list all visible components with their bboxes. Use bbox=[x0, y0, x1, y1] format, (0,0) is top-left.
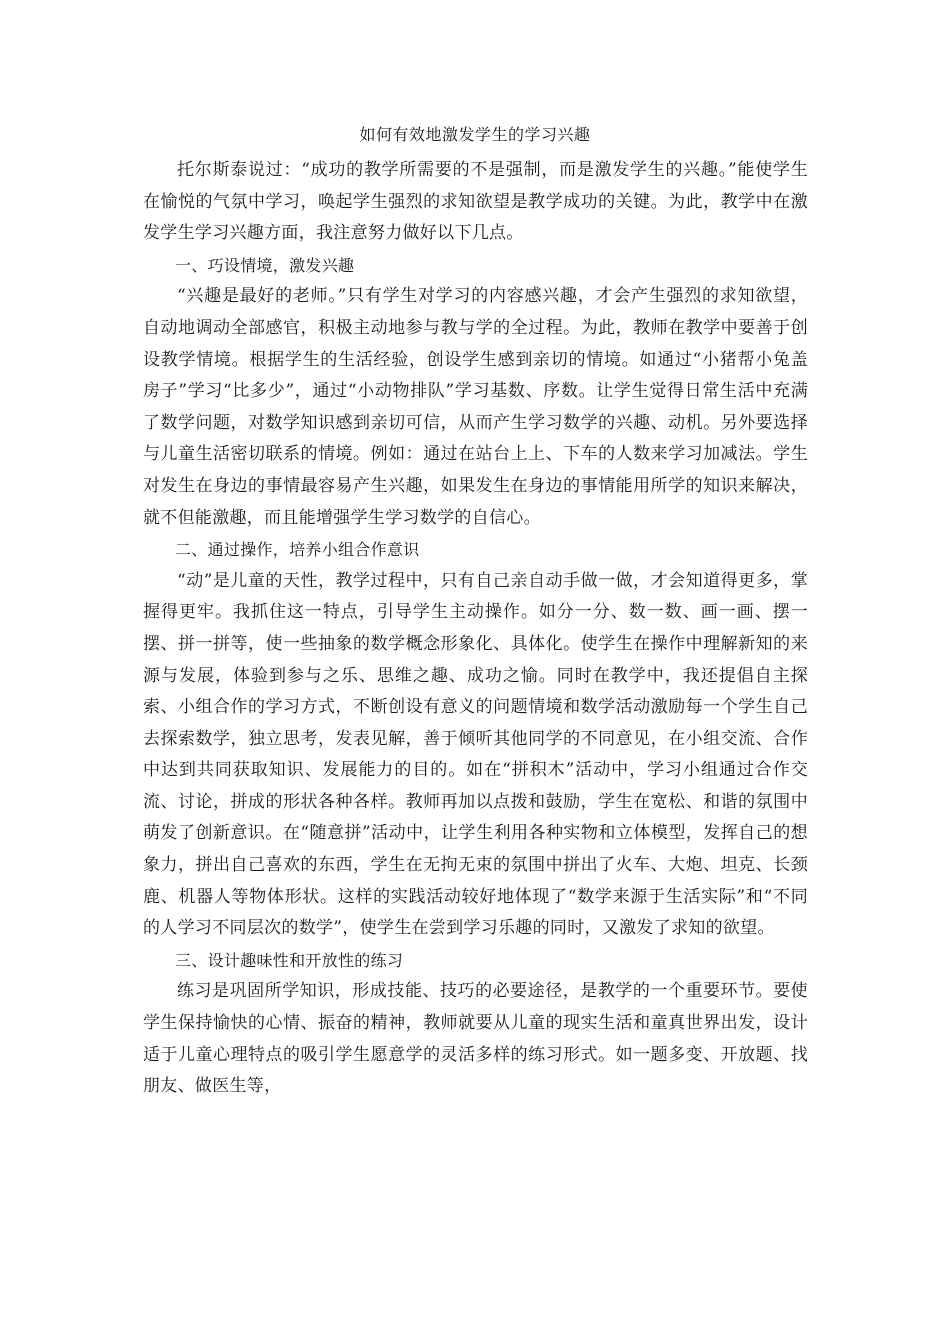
section-heading-2: 二、通过操作，培养小组合作意识 bbox=[175, 540, 420, 560]
section-heading-3: 三、设计趣味性和开放性的练习 bbox=[175, 950, 404, 970]
section-heading-1: 一、巧设情境，激发兴趣 bbox=[175, 255, 355, 275]
paragraph-intro: 托尔斯泰说过：“成功的教学所需要的不是强制，而是激发学生的兴趣。”能使学生在愉悦的气氛中学习，唤起学生强烈的求知欲望是教学成功的关键。为此，教学中在激发学生学习兴趣方面，我注意努力做好以下几点。 bbox=[143, 160, 808, 244]
paragraph-section-3: 练习是巩固所学知识，形成技能、技巧的必要途径，是教学的一个重要环节。要使学生保持愉快的心情、振奋的精神，教师就要从儿童的现实生活和童真世界出发，设计适于儿童心理特点的吸引学生愿意学的灵活多样的练习形式。如一题多变、开放题、找朋友、做医生等， bbox=[143, 981, 808, 1097]
paragraph-section-1: “兴趣是最好的老师。”只有学生对学习的内容感兴趣，才会产生强烈的求知欲望，自动地调动全部感官，积极主动地参与教与学的全过程。为此，教师在教学中要善于创设教学情境。根据学生的生活经验，创设学生感到亲切的情境。如通过“小猪帮小兔盖房子”学习“比多少”，通过“小动物排队”学习基数、序数。让学生觉得日常生活中充满了数学问题，对数学知识感到亲切可信，从而产生学习数学的兴趣、动机。另外要选择与儿童生活密切联系的情境。例如：通过在站台上上、下车的人数来学习加减法。学生对发生在身边的事情最容易产生兴趣，如果发生在身边的事情能用所学的知识来解决，就不但能激趣，而且能增强学生学习数学的自信心。 bbox=[143, 286, 808, 528]
document-body bbox=[143, 155, 808, 1103]
paragraph-section-2: “动”是儿童的天性，教学过程中，只有自己亲自动手做一做，才会知道得更多，掌握得更牢。我抓住这一特点，引导学生主动操作。如分一分、数一数、画一画、摆一摆、拼一拼等，使一些抽象的数学概念形象化、具体化。使学生在操作中理解新知的来源与发展，体验到参与之乐、思维之趣、成功之愉。同时在教学中，我还提倡自主探索、小组合作的学习方式，不断创设有意义的问题情境和数学活动激励每一个学生自己去探索数学，独立思考，发表见解，善于倾听其他同学的不同意见，在小组交流、合作中达到共同获取知识、发展能力的目的。如在“拼积木”活动中，学习小组通过合作交流、讨论，拼成的形状各种各样。教师再加以点拨和鼓励，学生在宽松、和谐的氛围中萌发了创新意识。在“随意拼”活动中，让学生利用各种实物和立体模型，发挥自己的想象力，拼出自己喜欢的东西，学生在无拘无束的氛围中拼出了火车、大炮、坦克、长颈鹿、机器人等物体形状。这样的实践活动较好地体现了“数学来源于生活实际”和“不同的人学习不同层次的数学”，使学生在尝到学习乐趣的同时，又激发了求知的欲望。 bbox=[143, 570, 808, 939]
document-title: 如何有效地激发学生的学习兴趣 bbox=[359, 125, 591, 144]
